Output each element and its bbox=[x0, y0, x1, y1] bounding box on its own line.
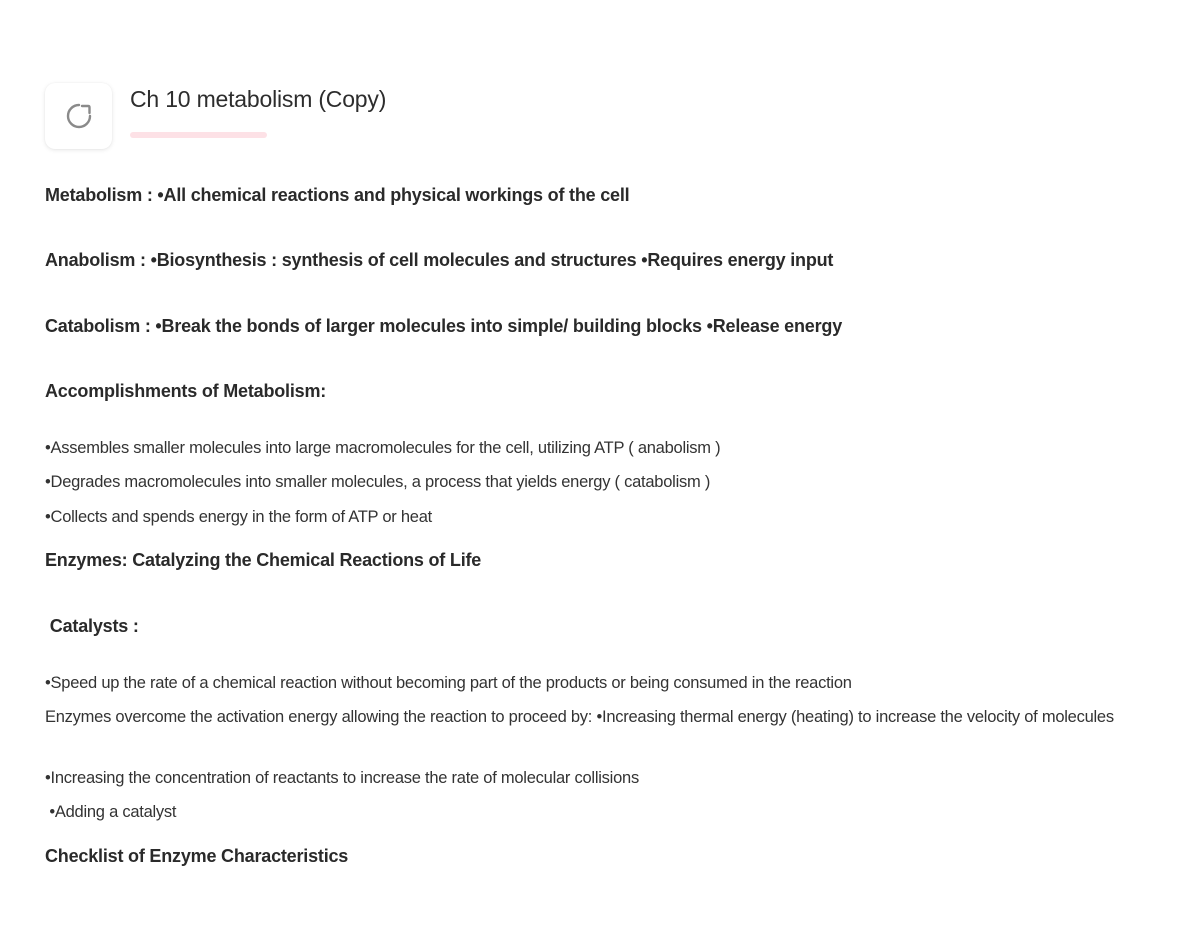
accomplishments-heading: Accomplishments of Metabolism: bbox=[45, 381, 327, 401]
adding-catalyst-item: •Adding a catalyst bbox=[45, 803, 177, 821]
anabolism-line: Anabolism : •Biosynthesis : synthesis of cell molecules and structures •Requires energy input bbox=[45, 250, 834, 270]
metabolism-line: Metabolism : •All chemical reactions and physical workings of the cell bbox=[45, 185, 630, 205]
catabolism-line: Catabolism : •Break the bonds of larger molecules into simple/ building blocks •Release energy bbox=[45, 316, 843, 336]
enzymes-heading: Enzymes: Catalyzing the Chemical Reactions of Life bbox=[45, 550, 482, 570]
document-loading-icon bbox=[64, 101, 94, 131]
document-icon-button[interactable] bbox=[45, 83, 112, 149]
accomplishment-item: •Collects and spends energy in the form of ATP or heat bbox=[45, 508, 432, 526]
enzymes-overcome-paragraph: Enzymes overcome the activation energy allowing the reaction to proceed by: •Increasing thermal energy (heating) to increase the velocity of molecules bbox=[45, 708, 1114, 726]
checklist-heading: Checklist of Enzyme Characteristics bbox=[45, 846, 349, 866]
catalysts-heading: Catalysts : bbox=[45, 616, 139, 636]
title-progress-bar bbox=[130, 132, 267, 138]
catalyst-item: •Speed up the rate of a chemical reaction without becoming part of the products or being consumed in the reaction bbox=[45, 674, 852, 692]
accomplishment-item: •Assembles smaller molecules into large macromolecules for the cell, utilizing ATP ( anabolism ) bbox=[45, 439, 721, 457]
page-title[interactable]: Ch 10 metabolism (Copy) bbox=[130, 86, 387, 112]
accomplishment-item: •Degrades macromolecules into smaller molecules, a process that yields energy ( catabolism ) bbox=[45, 473, 711, 491]
document-header bbox=[45, 80, 1145, 150]
concentration-item: •Increasing the concentration of reactants to increase the rate of molecular collisions bbox=[45, 769, 639, 787]
